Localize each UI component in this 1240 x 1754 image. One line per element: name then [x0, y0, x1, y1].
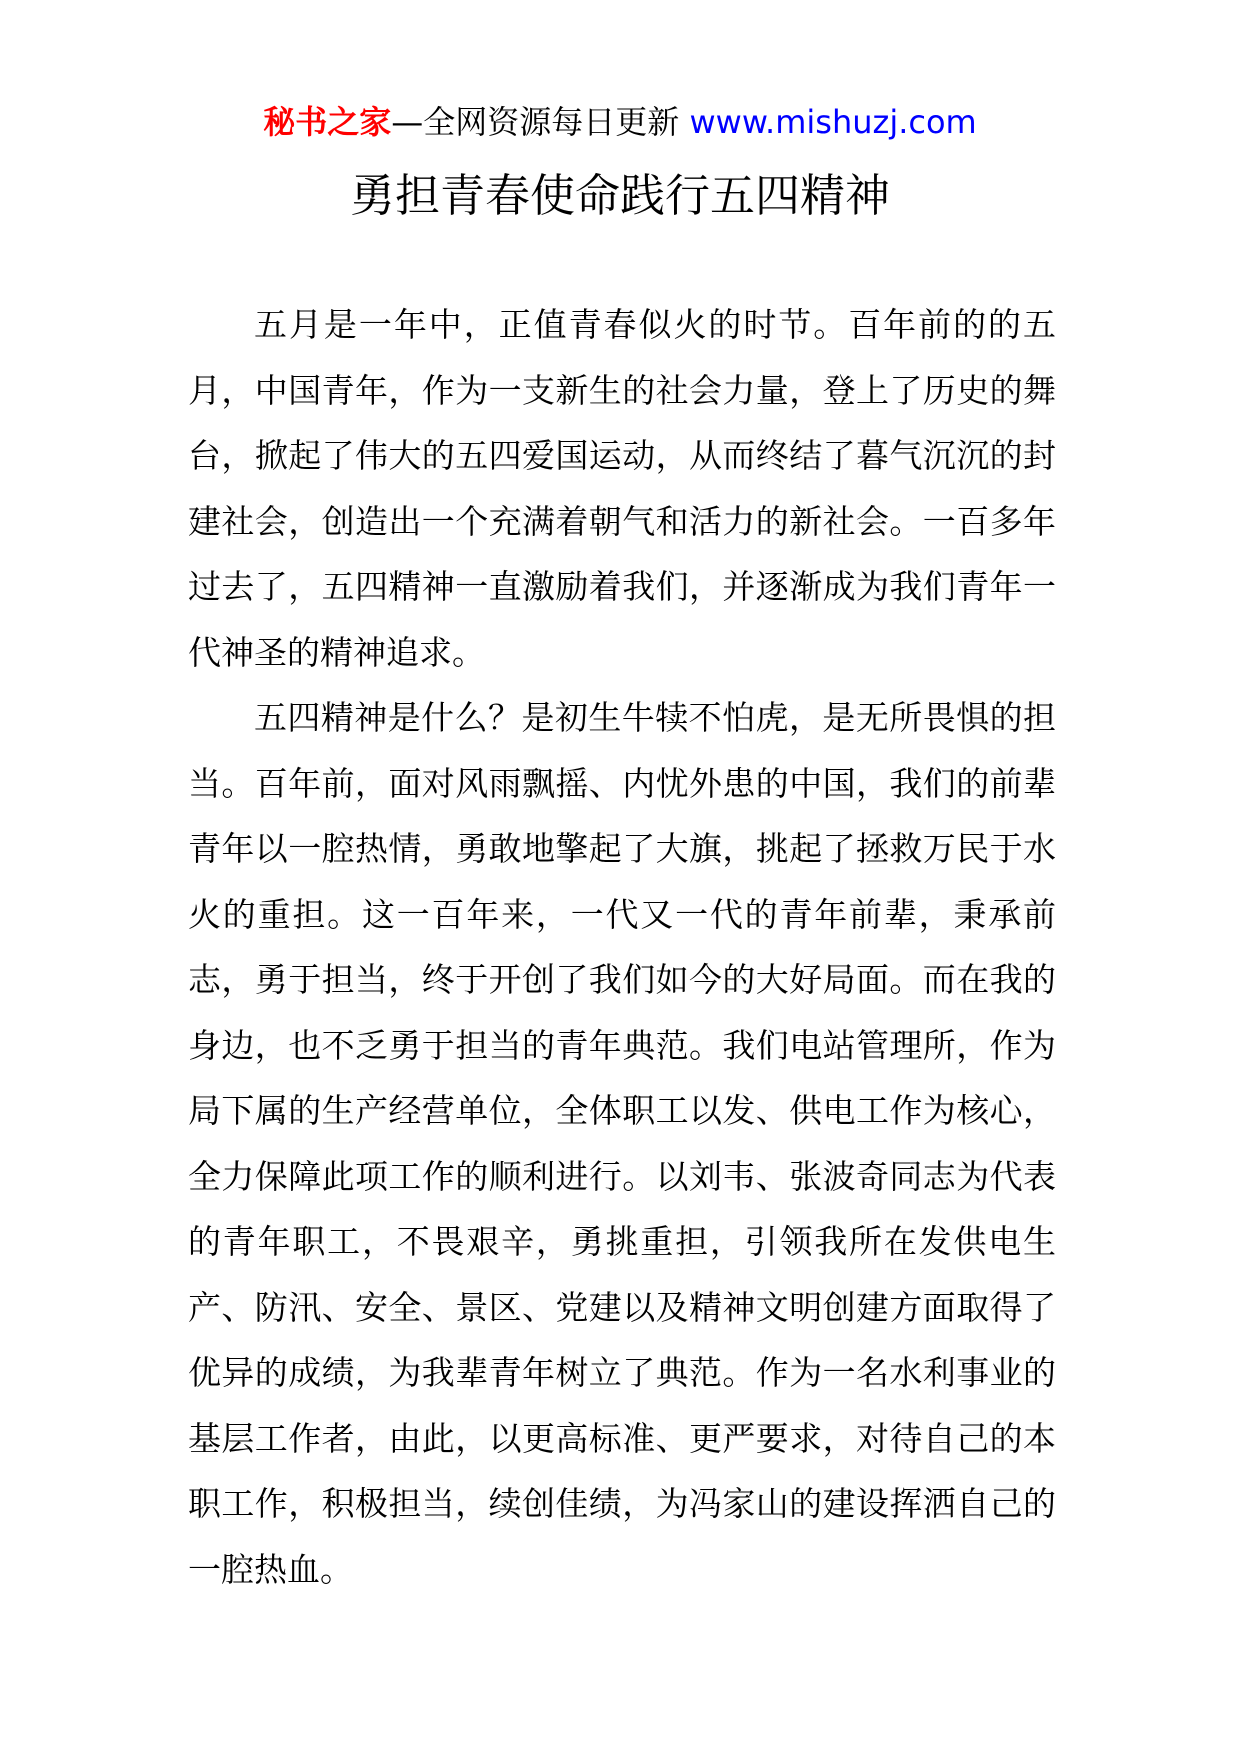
- body-paragraph: 五月是一年中，正值青春似火的时节。百年前的的五月，中国青年，作为一支新生的社会力量，登上了历史的舞台，掀起了伟大的五四爱国运动，从而终结了暮气沉沉的封建社会，创造出一个充满着朝气和活力的新社会。一百多年过去了，五四精神一直激励着我们，并逐渐成为我们青年一代神圣的精神追求。: [188, 305, 1056, 672]
- site-banner: [0, 98, 1240, 146]
- body-paragraph: 五四精神是什么？是初生牛犊不怕虎，是无所畏惧的担当。百年前，面对风雨飘摇、内忧外患的中国，我们的前辈青年以一腔热情，勇敢地擎起了大旗，挑起了拯救万民于水火的重担。这一百年来，一代又一代的青年前辈，秉承前志，勇于担当，终于开创了我们如今的大好局面。而在我的身边，也不乏勇于担当的青年典范。我们电站管理所，作为局下属的生产经营单位，全体职工以发、供电工作为核心，全力保障此项工作的顺利进行。以刘韦、张波奇同志为代表的青年职工，不畏艰辛，勇挑重担，引领我所在发供电生产、防汛、安全、景区、党建以及精神文明创建方面取得了优异的成绩，为我辈青年树立了典范。作为一名水利事业的基层工作者，由此，以更高标准、更严要求，对待自己的本职工作，积极担当，续创佳绩，为冯家山的建设挥洒自己的一腔热血。: [188, 698, 1056, 1589]
- site-url-link[interactable]: www.mishuzj.com: [689, 103, 977, 141]
- document-body: [188, 292, 1056, 1602]
- site-tagline: —全网资源每日更新: [391, 103, 680, 141]
- document-title: 勇担青春使命践行五四精神: [349, 169, 890, 222]
- site-name: 秘书之家: [263, 103, 392, 141]
